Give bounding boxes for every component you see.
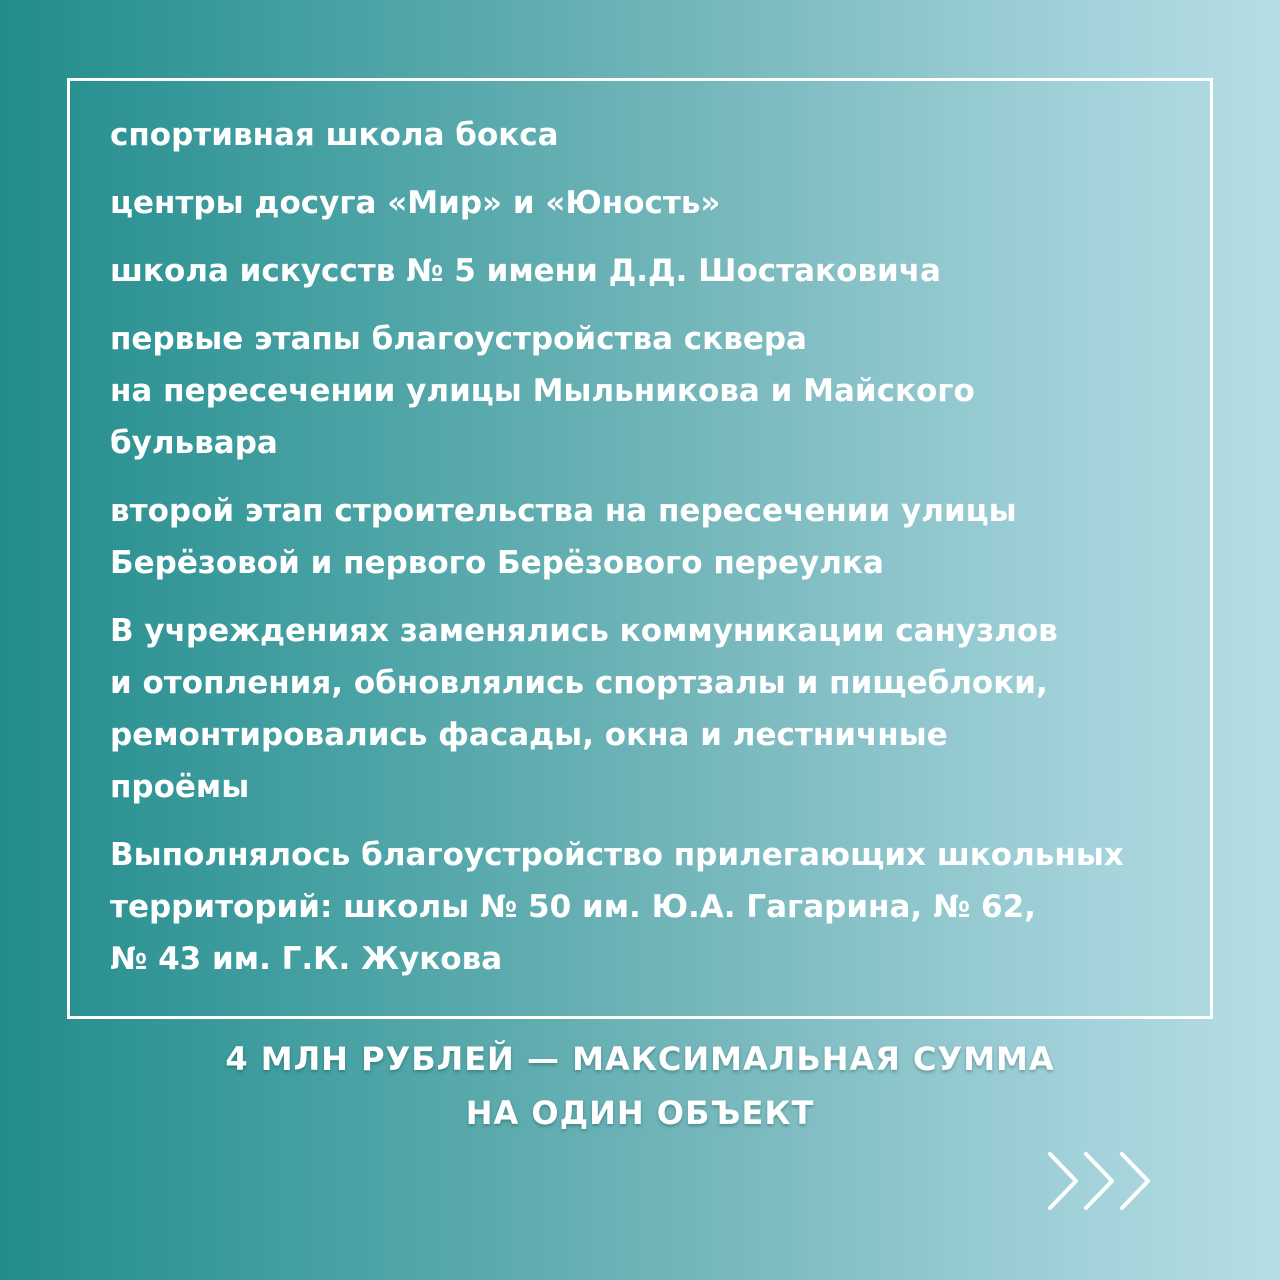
- item-line: Берёзовой и первого Берёзового переулка: [110, 545, 884, 581]
- item-line: второй этап строительства на пересечении улицы: [110, 493, 1017, 529]
- item-line: школа искусств № 5 имени Д.Д. Шостаковича: [110, 253, 941, 289]
- item-line: бульвара: [110, 425, 278, 461]
- item-line: ремонтировались фасады, окна и лестничные: [110, 717, 948, 753]
- item-line: В учреждениях заменялись коммуникации санузлов: [110, 613, 1058, 649]
- item-line: № 43 им. Г.К. Жукова: [110, 941, 503, 977]
- caption-line: НА ОДИН ОБЪЕКТ: [465, 1094, 815, 1132]
- max-amount-caption: [0, 1032, 1280, 1140]
- triple-chevron-right-icon[interactable]: [1040, 1148, 1160, 1214]
- item-line: территорий: школы № 50 им. Ю.А. Гагарина, № 62,: [110, 889, 1036, 925]
- list-item: [110, 177, 1190, 229]
- item-line: центры досуга «Мир» и «Юность»: [110, 185, 721, 221]
- list-item: [110, 313, 1190, 469]
- list-item: [110, 605, 1190, 813]
- item-line: первые этапы благоустройства сквера: [110, 321, 807, 357]
- item-line: и отопления, обновлялись спортзалы и пищеблоки,: [110, 665, 1048, 701]
- chevron-right-icon: [1122, 1154, 1148, 1208]
- item-line: на пересечении улицы Мыльникова и Майского: [110, 373, 975, 409]
- list-item: [110, 829, 1190, 985]
- item-line: Выполнялось благоустройство прилегающих школьных: [110, 837, 1124, 873]
- chevron-right-icon: [1086, 1154, 1112, 1208]
- list-item: [110, 245, 1190, 297]
- project-list: [110, 109, 1190, 1001]
- list-item: [110, 485, 1190, 589]
- chevron-right-icon: [1050, 1154, 1076, 1208]
- content-frame: [67, 78, 1213, 1019]
- caption-line: 4 МЛН РУБЛЕЙ — МАКСИМАЛЬНАЯ СУММА: [225, 1040, 1055, 1078]
- item-line: спортивная школа бокса: [110, 117, 559, 153]
- list-item: [110, 109, 1190, 161]
- item-line: проёмы: [110, 769, 250, 805]
